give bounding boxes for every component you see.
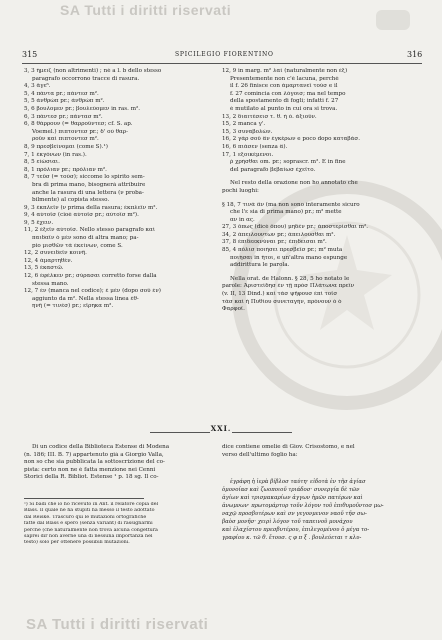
page-number-right: 316 [407,50,423,59]
text-line: 13, 5 ἐκαστῶ. [24,265,64,272]
text-line: 5, 5 ἀνθρώπ pr.; ἀνθρώπ m². [24,98,105,105]
text-line: pista: certo non ne è fatta menzione nei Cenni [24,466,156,473]
text-line: ὁμονοίασ καὶ ζωοποιοῦ τριάδοσ· συνεργία δὲ τῶν [222,487,360,493]
text-line: 4, 3 ἄγε⁶. [24,83,51,90]
footnote-line: saprei dir non averne una di nessuna importanza nel [24,534,153,540]
text-line: 3, 3 ἤμειζ (non altrimenti) ; nè a l. b dello stesso [24,68,162,74]
text-line: 12, 7 ἐν (manca nel codice); ἐ μὲν (dopo σοῦ ἐν) [24,288,161,295]
text-line: 8, 9 πρεσβείνομαι (come S).¹) [24,143,108,150]
section-body-left [24,444,216,482]
text-line: dice contiene omelie di Giov. Crisostomo, e nel [222,444,355,450]
text-line: stessa mano. [32,280,69,287]
running-title: SPICILEGIO FIORENTINO [175,51,274,58]
text-line: bra di prima mano, bisognerà attribuire [32,181,146,188]
text-line: 12, 4 ἀμαρτηθέν. [24,257,73,264]
text-line: 9, 4 αὐτοῖσ (cioè αὐτοῖσ pr.; αὐτοῖσ m²). [24,212,139,219]
text-line: 9, 5 ἔχειν. [24,219,54,226]
text-line: addirittura le parola. [230,262,290,269]
watermark-top: SA Tutti i diritti riservati [60,2,232,18]
page-header [0,50,442,64]
text-line: Presentemente non c'è lacuna, perchè [230,75,339,82]
footnote-rule [24,498,144,499]
text-line: ἀγίων καὶ τρισμακαρίων ἀγγων ἡμῶν πατέρων καὶ [222,495,363,501]
text-line: 37, 8 ἐπιδεεκνύναι pr.; ἐπιδεισαι m². [222,239,327,246]
text-line: ἐγράφη ἡ ἱερὰ βίβλοσ ταύτη· εἰδοτὰ ἐν τῆσ ἁγίασ [230,479,366,485]
text-line: 17, 1 εξοικέμενοι. [222,151,274,158]
text-line: 6, 3 πάντεσ pr.; πάντασ m². [24,113,103,120]
text-line: ροῦν καὶ πιπτοντεσ m². [32,136,99,143]
text-line: παιδαῖν ὁ μὲν sono di altra mano; pa- [32,235,139,242]
text-line: 5, 6 βουλομεν pr.; βουλεύομεν in ras. m². [24,105,141,112]
text-line: 7, 1 ἐκγόνων (in ras.). [24,151,87,158]
greek-subscription [222,478,422,542]
text-line: 9, 3 ἐκπλεῖν (ν prima della rasura; ἐκπλεῖν m². [24,204,158,211]
text-line: 27, 3 ὅπως (dicè ὅπου) μηδὲν pr.; ἀποστερίσθαι m². [222,224,369,231]
watermark-bottom: SA Tutti i diritti riservati [26,616,209,633]
text-line: anche la rasura di una lettera (ν proba- [32,189,144,196]
text-line: γραφίου κ. τῶ θ. ἔτουσ. ς φ π ξ . βουλεύεται τ κλυ- [222,535,362,541]
text-line: 11, 2 ἐξεῖν αὐτοῖσ. Nello stesso paragrafo καὶ [24,227,156,234]
text-line: bilmente) al copista stesso. [32,197,110,204]
footnote-line: testo) solo per ottenere possibili mutazioni. [24,540,130,546]
text-line: 6, 8 θάρρουν (= θαρροῦντεσ; cf. S. ap. [24,121,133,128]
text-line: 12, 9 in marg. m² λαί (naturalmente non ἐξ) [222,68,348,74]
footnote [24,502,216,547]
footnote-line: dal Reiske. Trascuro qui le mutazioni ortografiche [24,514,147,520]
text-line: τὰσ καὶ ἡ Πυθίου συνεταγὴν, πρὸνουν ὁ ὁ [222,298,342,305]
text-line: 8, 5 εἰώσιαι. [24,159,60,166]
right-column [222,68,422,314]
text-line: Nel resto della orazione non ho annotato che [230,180,358,187]
text-line: 5, 4 πάντα pr.; πάντεσ m². [24,90,99,97]
text-line: 8, 1 πρόλιαν pr.; πρόλιαν m². [24,166,107,173]
text-line: 15, 3 συναβολών. [222,128,273,135]
header-rule [22,63,422,64]
text-line: ναχῷ προσβυτέρων καὶ σν γεγονμενον ναοῦ τῆσ σω- [222,511,367,517]
text-line: 34, 2 ἀπειλουντων pr.; ἀπειλουσθαι m². [222,231,336,238]
text-line: βαὸσ μονῆσ· χειρὶ λόγον τοῦ ταπεινοῦ μονάχου [222,519,353,525]
text-line: 15, 2 manca γ'. [222,121,266,128]
footnote-line: ¹) Si badi che io ho ricevuto in Ant. il relatore copia del [24,502,159,507]
text-line: καὶ ἐλαχίστου πρεσβυτέρου, ἐπιλεγομένου ὁ μέγα το- [222,527,370,533]
text-line: Nella orat. de Halonn. § 28, 5 ho notato le [230,275,350,282]
text-line: 13, 2 διαιτέσεισ τ. θ. ἦ ὁ. ἀξιοῦν. [222,113,317,120]
text-line: ῥ χρήσθαι om. pr.; soprascr. m². E in fine [230,159,346,166]
section-body-right [222,444,422,459]
text-line: Φαρφοῖ. [222,306,245,313]
text-line: αν in ας. [230,216,255,223]
text-line: 16, 6 πιάσεν (senza ἂ). [222,143,288,150]
text-line: 12, 6 ἐφέλκεν pr.; σύρασαι corretto forse dalla [24,273,157,280]
footnote-line: perchè (che naturalmente non trova alcuna congettura [24,527,158,533]
text-line: il f. 26 finisce con ἀμαρτανεῖ τοὺσ e il [230,83,338,90]
text-line: verso dell'ultimo foglio ha: [222,451,298,458]
text-line: ηνῆ (= τινὲσ) pr.; εἴρηκα m². [32,303,114,310]
section-rule-right [232,432,292,433]
text-line: Di un codice della Biblioteca Estense di Modena [32,444,170,450]
footnote-line: fatte dal Blass e spero (senza variant) di rassignarmi [24,521,153,527]
text-line: è mutilato al punto in cui ora si trova. [230,105,338,112]
text-line: Voemel.) πιπτοντεσ pr.; δ' οὐ θαρ- [32,128,128,135]
text-line: pochi luoghi: [222,187,259,194]
text-line: ἀνωμνων· πρωτομάρτυρ τοῦν λόγον τοῦ ἐπιθυμοῦντοσ μω- [222,503,384,509]
left-column [24,68,216,311]
text-line: 8, 7 τεῦσ (= τοὺσ); siccome lo spirito sem- [24,174,145,181]
text-line: aggiunto da m². Nella stessa linea ἐθ- [32,295,139,302]
scan-smudge [376,10,410,30]
text-line: parole: Ἀριστείδησ ἐν τῇ πρὸσ Πλάτωνα πρεῖν [222,283,355,290]
text-line: non so che sia pubblicata la sottoscrizione del co- [24,459,165,466]
text-line: paragrafo occorrono tracce di rasura. [32,75,140,82]
text-line: pio μισθῶν τὰ ἐκείνων, come S. [32,242,123,249]
text-line: 85, 4 πόλισ ποιήσει πρεσβεῖσ pr.; m² muta [222,247,343,254]
text-line: che l'ε sia di prima mano) pr.; m² mette [230,209,342,216]
text-line: Storici della R. Bibliot. Estense ¹ p. 18 sg. Il co- [24,474,159,481]
text-line: 12, 2 συνειδεῖν κοινῆ. [24,250,87,257]
text-line: della spostamento di fogli; infatti f. 27 [230,98,339,105]
text-line: f. 27 comincia con λόγοισ; ma nel tempo [230,90,346,97]
text-line: (v. II, 13 Dind.) καὶ τάσ ψῆφουσ ἐπὶ τοῖσ [222,291,338,298]
text-line: § 18, 7 τινὰ ἂν (ma non sono interamente sicuro [222,201,360,208]
text-line: del paragrafo βεβαίωσ ἐχεῖτο. [230,166,316,173]
text-line: (n. 186; III. B. 7) appartenuto già a Giorgio Valla, [24,451,164,458]
text-line: ποιήσαι in ἤτοι, e un'altra mano espunge [230,254,348,261]
footnote-line: Blass. Il quale ne ha stupiti ha messo il testo adottato [24,508,155,514]
page-number-left: 315 [22,50,38,59]
text-line: 16, 2 γὰρ σοῦ ἂν ἐγκέρων e poco dopo καταβάσ. [222,136,361,143]
section-heading: XXI. [210,424,232,433]
